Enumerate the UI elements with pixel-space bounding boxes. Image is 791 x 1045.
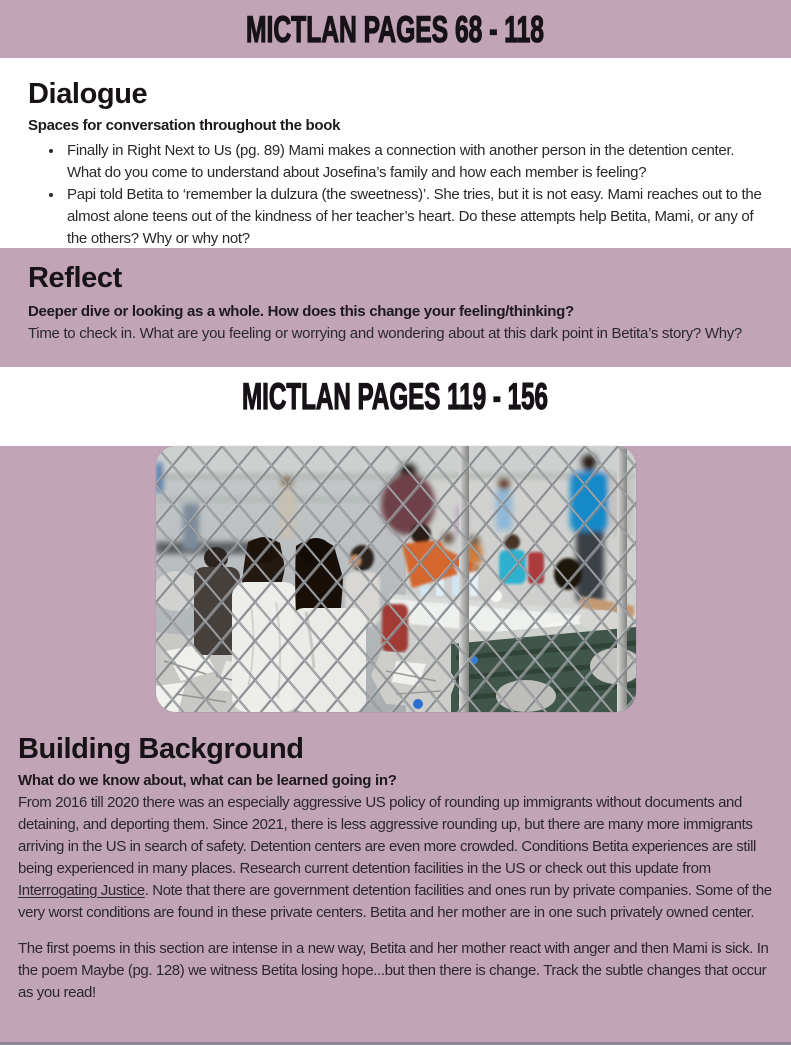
banner-1-title: MICTLAN PAGES 68 - 118 <box>246 9 544 50</box>
building-background-section <box>0 446 791 1045</box>
detention-center-photo-illustration <box>156 446 636 712</box>
section-banner-pages-68-118 <box>0 0 791 58</box>
building-background-subheading: What do we know about, what can be learned going in? <box>18 772 397 789</box>
dialogue-bullet-list <box>28 140 769 250</box>
reflect-subheading: Deeper dive or looking as a whole. How does this change your feeling/thinking? <box>28 303 574 320</box>
section-banner-pages-119-156 <box>0 367 791 425</box>
paragraph-1-after-link: . Note that there are government detention facilities and ones run by private companies. Some of the very worst conditions are found in these private centers. Betita and her mother are in one such privately owned center. <box>18 882 772 921</box>
reflect-body: Time to check in. What are you feeling or worrying and wondering about at this dark point in Betita’s story? Why? <box>28 325 742 342</box>
banner-2-title-graphic <box>0 367 791 425</box>
banner-2-title: MICTLAN PAGES 119 - 156 <box>242 376 548 417</box>
reflect-heading: Reflect <box>28 262 122 294</box>
dialogue-bullet-1: • Finally in Right Next to Us (pg. 89) Mami makes a connection with another person in the detention center. What do you come to understand about Josefina’s family and how each member is feeling? <box>64 140 769 184</box>
banner-1-title-graphic <box>0 0 791 58</box>
detention-center-photo <box>156 446 636 712</box>
interrogating-justice-link[interactable]: Interrogating Justice <box>18 882 145 899</box>
dialogue-section <box>0 58 791 248</box>
reflect-section <box>0 248 791 367</box>
building-background-paragraph-2: The first poems in this section are intense in a new way, Betita and her mother react with anger and then Mami is sick. In the poem Maybe (pg. 128) we witness Betita losing hope...but then there is change. Track the subtle changes that occur as you read! <box>18 940 769 1001</box>
building-background-text <box>0 712 791 1004</box>
dialogue-bullet-2: • Papi told Betita to ‘remember la dulzura (the sweetness)’. She tries, but it is not easy. Mami reaches out to the almost alone teens out of the kindness of her teacher’s heart. Do these attempts help Betita, Mami, or any of the others? Why or why not? <box>64 184 769 250</box>
building-background-heading: Building Background <box>18 733 304 765</box>
chain-link-fence-overlay <box>156 446 636 712</box>
dialogue-subheading: Spaces for conversation throughout the book <box>28 117 341 134</box>
paragraph-1-before-link: From 2016 till 2020 there was an especially aggressive US policy of rounding up immigrants without documents and detaining, and deporting them. Since 2021, there is less aggressive rounding up, but there are many more immigrants arriving in the US in search of safety. Detention centers are even more crowded. Conditions Betita experiences are still being experienced in many places. Research current detention facilities in the US or check out this update from <box>18 794 756 877</box>
building-background-paragraph-1 <box>18 792 773 924</box>
dialogue-heading: Dialogue <box>28 78 148 110</box>
